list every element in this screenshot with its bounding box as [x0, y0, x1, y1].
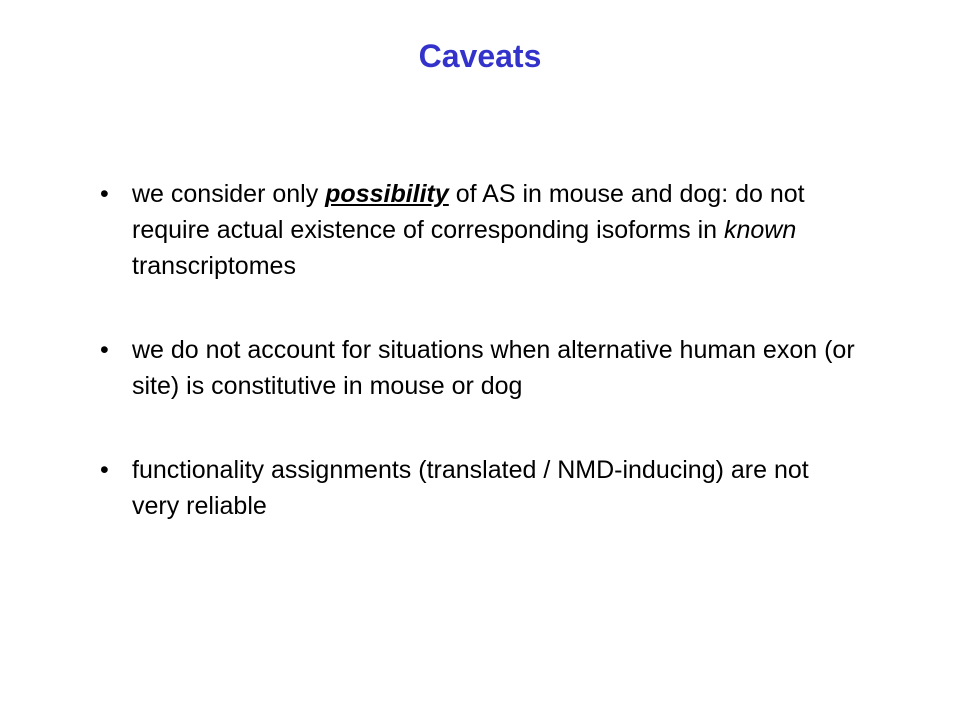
slide-title: Caveats: [418, 38, 542, 74]
bullet-1-text-after: transcriptomes: [132, 252, 296, 280]
bullet-item-3: [100, 452, 860, 524]
bullet-2-text: we do not account for situations when alternative human exon (or site) is constitutive in mouse or dog: [132, 336, 855, 400]
bullet-1-text-middle: of AS in mouse and dog: do not require actual existence of corresponding isoforms in: [132, 180, 805, 244]
bullet-1-text-before: we consider only: [132, 180, 326, 208]
bullet-marker: •: [100, 456, 109, 484]
bullet-marker: •: [100, 180, 109, 208]
bullet-3-text: functionality assignments (translated / NMD-inducing) are not very reliable: [132, 456, 809, 520]
bullet-item-1: [100, 176, 860, 284]
bullet-1-italic: known: [723, 216, 797, 244]
bullet-list: [100, 176, 860, 524]
bullet-item-2: [100, 332, 860, 404]
bullet-1-emphasis: possibility: [325, 180, 449, 208]
bullet-marker: •: [100, 336, 109, 364]
